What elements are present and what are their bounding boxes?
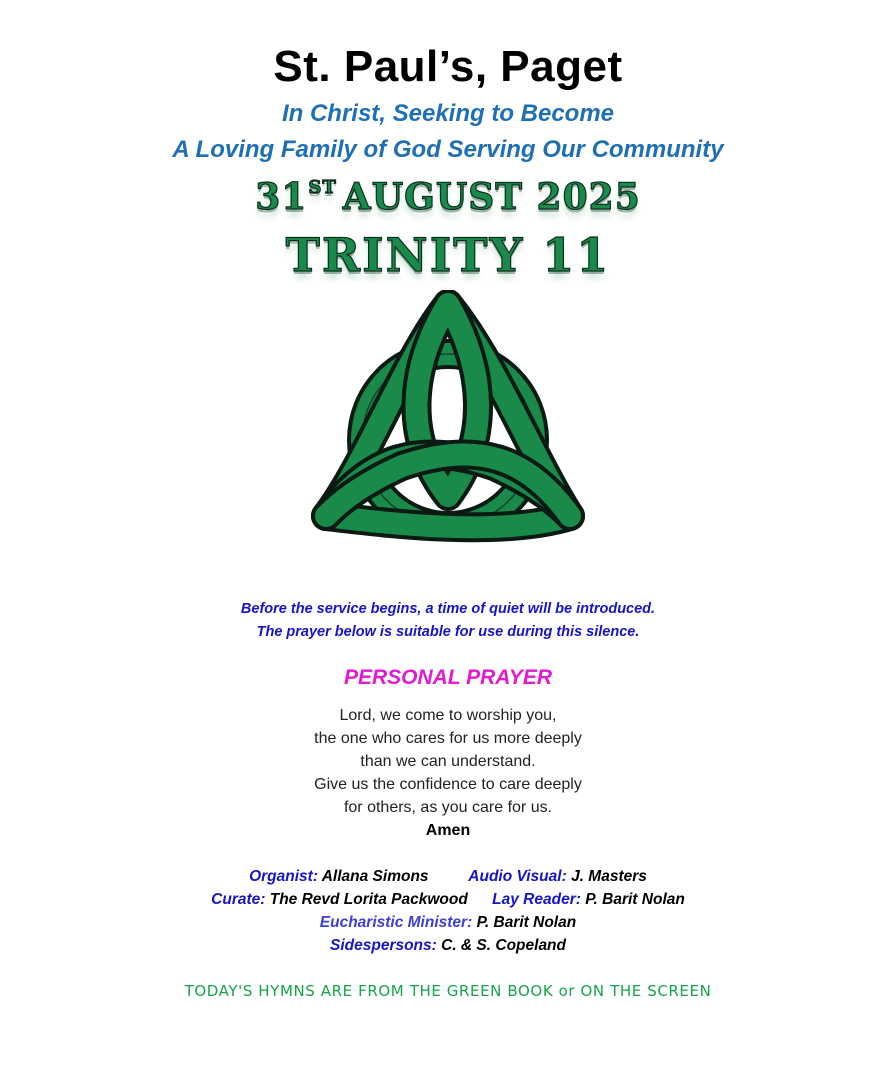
credits-row-organist-audio	[0, 868, 896, 886]
occasion-title: TRINITY 11	[285, 228, 611, 282]
sidespersons-label: Sidespersons:	[330, 937, 437, 954]
church-name: St. Paul’s, Paget	[273, 42, 623, 91]
sidespersons-name: C. & S. Copeland	[441, 937, 566, 954]
date-month-year: AUGUST 2025	[342, 176, 641, 218]
prayer-line: than we can understand.	[360, 753, 536, 770]
trinity-knot-icon	[308, 290, 588, 560]
lay-reader-label: Lay Reader:	[492, 891, 581, 908]
organist-label: Organist:	[249, 868, 318, 885]
intro-line-1: Before the service begins, a time of quiet will be introduced.	[240, 601, 656, 617]
service-date	[0, 176, 896, 218]
audio-visual-name: J. Masters	[571, 868, 647, 885]
lay-reader-name: P. Barit Nolan	[585, 891, 685, 908]
intro-line-2: The prayer below is suitable for use during this silence.	[256, 624, 640, 640]
curate-label: Curate:	[211, 891, 266, 908]
prayer-line: for others, as you care for us.	[343, 799, 553, 816]
date-suffix: ST	[308, 177, 337, 198]
credits-row-curate-lay	[0, 891, 896, 909]
curate-name: The Revd Lorita Packwood	[269, 891, 468, 908]
motto-line-1: In Christ, Seeking to Become	[281, 100, 615, 127]
eucharistic-minister-name: P. Barit Nolan	[476, 914, 577, 931]
organist-name: Allana Simons	[321, 868, 429, 885]
motto-line-2: A Loving Family of God Serving Our Community	[172, 136, 724, 163]
prayer-line: the one who cares for us more deeply	[314, 730, 582, 747]
prayer-line: Give us the confidence to care deeply	[314, 776, 582, 793]
prayer-amen: Amen	[425, 822, 471, 839]
date-day: 31	[255, 176, 308, 218]
prayer-line: Lord, we come to worship you,	[339, 707, 557, 724]
prayer-title: PERSONAL PRAYER	[343, 666, 553, 689]
credits-row-eucharistic	[0, 914, 896, 932]
credits-row-sidespersons	[0, 937, 896, 955]
hymns-note: TODAY'S HYMNS ARE FROM THE GREEN BOOK or ON THE SCREEN	[184, 982, 712, 1000]
eucharistic-minister-label: Eucharistic Minister:	[319, 914, 473, 931]
audio-visual-label: Audio Visual:	[468, 868, 567, 885]
